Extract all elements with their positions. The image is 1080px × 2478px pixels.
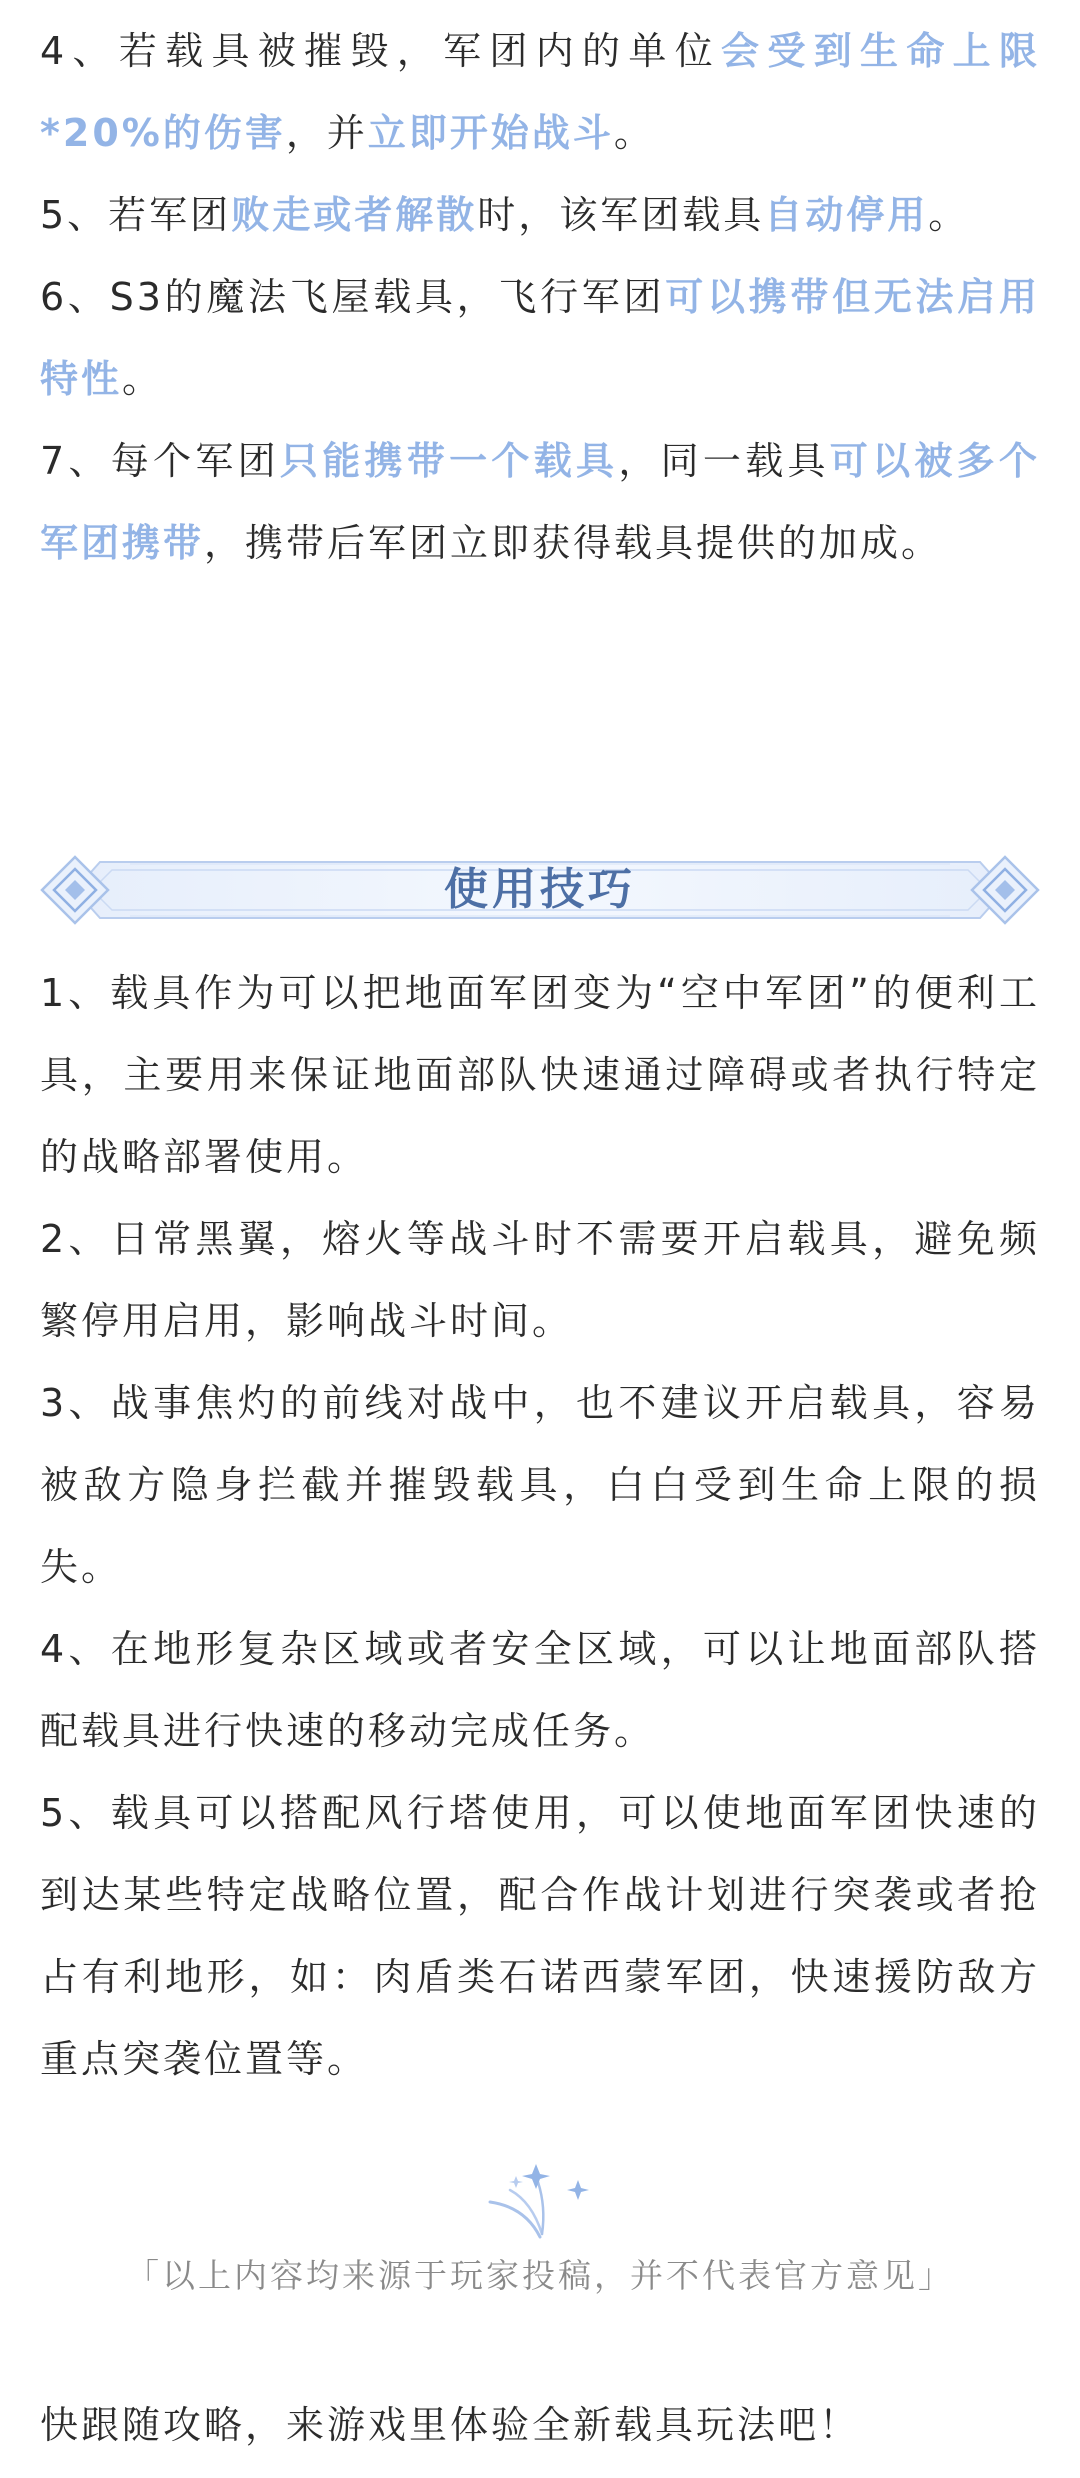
tip-item: 1、载具作为可以把地面军团变为“空中军团”的便利工具，主要用来保证地面部队快速通过障碍或者执行特定的战略部署使用。 xyxy=(40,971,1040,1179)
section-header xyxy=(40,850,1040,930)
rule-item xyxy=(40,174,1040,256)
text-run: 4、若载具被摧毁，军团内的单位 xyxy=(40,29,722,73)
text-run: 。 xyxy=(928,193,970,237)
sparkle-icon xyxy=(480,2162,600,2242)
text-run: 5、若军团 xyxy=(40,193,232,237)
text-run: 。 xyxy=(122,357,164,401)
highlight-run: 自动停用 xyxy=(764,193,929,237)
rule-item xyxy=(40,420,1040,584)
text-run: 。 xyxy=(613,111,655,155)
tips-list xyxy=(40,952,1040,2100)
rule-item xyxy=(40,256,1040,420)
tip-item: 4、在地形复杂区域或者安全区域，可以让地面部队搭配载具进行快速的移动完成任务。 xyxy=(40,1627,1040,1753)
tip-item: 5、载具可以搭配风行塔使用，可以使地面军团快速的到达某些特定战略位置，配合作战计划进行突袭或者抢占有利地形，如：肉盾类石诺西蒙军团，快速援防敌方重点突袭位置等。 xyxy=(40,1791,1040,2081)
text-run: 6、S3的魔法飞屋载具，飞行军团 xyxy=(40,275,666,319)
rules-list xyxy=(40,10,1040,584)
section-title: 使用技巧 xyxy=(444,864,636,915)
closing-text: 快跟随攻略，来游戏里体验全新载具玩法吧！ xyxy=(40,2403,861,2447)
text-run: 时，该军团载具 xyxy=(477,193,765,237)
highlight-run: 败走或者解散 xyxy=(231,193,478,237)
text-run: ，携带后军团立即获得载具提供的加成。 xyxy=(204,521,943,565)
tip-item: 3、战事焦灼的前线对战中，也不建议开启载具，容易被敌方隐身拦截并摧毁载具，白白受到生命上限的损失。 xyxy=(40,1381,1040,1589)
text-run: ，同一载具 xyxy=(618,439,830,483)
highlight-run: 立即开始战斗 xyxy=(367,111,614,155)
text-run: ，并 xyxy=(285,111,368,155)
highlight-run: 可以携带但无法启用特性 xyxy=(40,275,1040,401)
rule-item xyxy=(40,10,1040,174)
highlight-run: 可以被多个军团携带 xyxy=(40,439,1040,565)
disclaimer-text: 「以上内容均来源于玩家投稿，并不代表官方意见」 xyxy=(126,2256,954,2295)
highlight-run: 会受到生命上限*20%的伤害 xyxy=(40,29,1040,155)
tip-item: 2、日常黑翼，熔火等战斗时不需要开启载具，避免频繁停用启用，影响战斗时间。 xyxy=(40,1217,1040,1343)
highlight-run: 只能携带一个载具 xyxy=(279,439,619,483)
text-run: 7、每个军团 xyxy=(40,439,280,483)
